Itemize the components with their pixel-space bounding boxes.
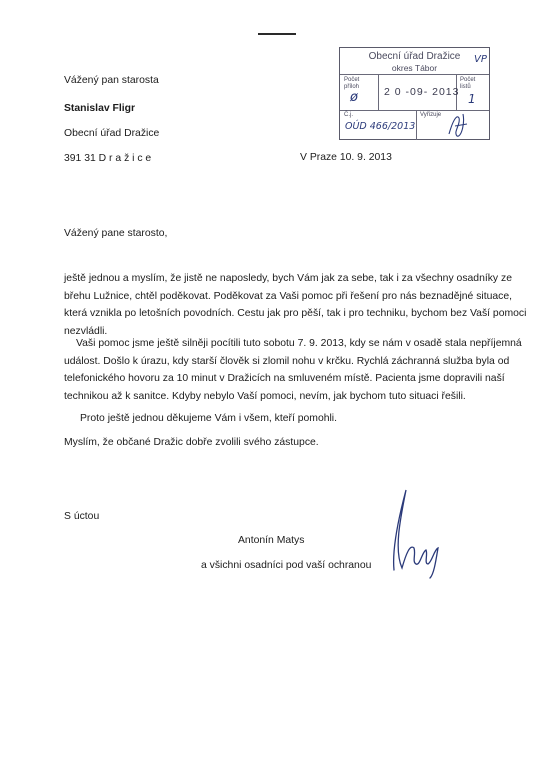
addressee-salutation: Vážený pan starosta [64, 75, 159, 86]
body-paragraph-4 [64, 434, 494, 452]
stamp-ref-value: OÚD 466/2013 [345, 121, 416, 132]
letter-greeting: Vážený pane starosto, [64, 228, 168, 239]
place-date: V Praze 10. 9. 2013 [300, 152, 392, 163]
stamp-attachments-label: Počet příloh [344, 77, 360, 90]
stamp-sheets-label: Počet listů [460, 77, 476, 90]
paragraph-line: ještě jednou a myslím, že jistě ne naposledy, bych Vám jak za sebe, tak i za všechny osadníky ze [64, 273, 512, 284]
paragraph-line: telefonického hovoru za 10 minut v Dražicích na smluveném místě. Pacienta jsme dopravili naší [64, 373, 505, 384]
page-top-mark [258, 33, 296, 35]
addressee-name: Stanislav Fligr [64, 103, 136, 114]
stamp-sheets-value: 1 [468, 92, 476, 106]
paragraph-line: nezvládli. [64, 325, 108, 337]
stamp-date: 2 0 -09- 2013 [384, 86, 460, 98]
signatory-group: a všichni osadníci pod vaší ochranou [201, 560, 372, 571]
stamp-initials-handwritten: VP [474, 54, 487, 65]
stamp-title: Obecní úřad Dražice [368, 51, 461, 62]
paragraph-line: která vznikla po letošních povodních. Cestu jak pro pěší, tak i pro techniku, bychom bez Vaší pomoci [64, 308, 527, 319]
paragraph-line: břehu Lužnice, chtěl poděkovat. Poděkovat za Vaši pomoc při řešení pro nás beznadějné situace, [64, 290, 513, 302]
stamp-subtitle: okres Tábor [391, 63, 438, 73]
paragraph-line: událost. Došlo k úrazu, kdy starší člověk si zlomil nohu v krčku. Rychlá záchranná služba byla od [64, 355, 510, 367]
stamp-handler-signature [445, 110, 470, 140]
paragraph-line: Vaši pomoc jsme ještě silněji pocítili tuto sobotu 7. 9. 2013, kdy se nám v osadě stala nepříjemná [76, 338, 522, 349]
stamp-handler-label: Vyřizuje [420, 112, 442, 118]
handwritten-signature [380, 480, 450, 580]
addressee-postcode-city: 391 31 D r a ž i c e [64, 153, 152, 164]
body-paragraph-2 [64, 335, 522, 405]
body-paragraph-1 [64, 270, 527, 340]
addressee-office: Obecní úřad Dražice [64, 128, 160, 139]
paragraph-line: Myslím, že občané Dražic dobře zvolili svého zástupce. [64, 437, 319, 448]
stamp-ref-label: Č.j. [344, 112, 353, 118]
paragraph-line: technikou až k sanitce. Kdyby nebylo Vaší pomoci, nevím, jak bychom tuto situaci řešili. [64, 390, 466, 402]
closing-phrase: S úctou [64, 511, 100, 522]
stamp-attachments-value: ø [350, 90, 358, 105]
signatory-name: Antonín Matys [238, 535, 305, 546]
paragraph-line: Proto ještě jednou děkujeme Vám i všem, kteří pomohli. [80, 413, 338, 424]
body-paragraph-3 [64, 410, 494, 428]
